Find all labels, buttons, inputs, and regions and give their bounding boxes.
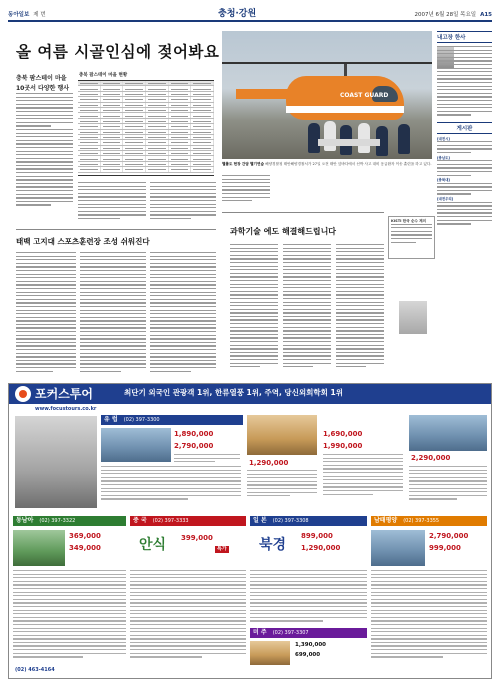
divider bbox=[222, 212, 384, 213]
article-body-col1 bbox=[16, 93, 73, 208]
story2-body-col3 bbox=[150, 252, 216, 374]
ad-tagline: 최단기 외국인 관광객 1위, 한류열풍 1위, 주역, 당신외회학회 1위 bbox=[124, 388, 343, 397]
ad-photo-sea bbox=[13, 530, 65, 566]
price-11: 1,290,000 bbox=[301, 544, 341, 552]
region-americas: 미 주 (02) 397-3307 bbox=[250, 628, 367, 638]
ad-text-sea bbox=[13, 570, 126, 660]
region-europe: 유 럽 (02) 397-3300 bbox=[101, 415, 243, 425]
ad-photo-europe bbox=[101, 428, 171, 462]
price-14: 1,390,000 bbox=[295, 642, 326, 648]
region-japan: 일 본 (02) 397-3308 bbox=[250, 516, 367, 526]
board-item-1: [대전시] bbox=[437, 136, 450, 141]
board-body-2 bbox=[437, 160, 492, 176]
ad-brand: 포커스투어 bbox=[35, 387, 93, 401]
board-body-3 bbox=[437, 183, 492, 195]
divider bbox=[16, 229, 216, 230]
photo-story-col1 bbox=[222, 175, 270, 204]
board-item-2: [충남도] bbox=[437, 155, 450, 160]
price-13: 999,000 bbox=[429, 544, 461, 552]
region-china: 중 국 (02) 397-3333 bbox=[130, 516, 246, 526]
ad-photo-person bbox=[15, 416, 97, 508]
science-headline: 과학기술 에도 해결해드립니다 bbox=[230, 227, 337, 236]
board-body-1 bbox=[437, 141, 492, 153]
science-sidebar-title: KISTI 한국 순수 제의 bbox=[391, 219, 427, 223]
price-4: 1,690,000 bbox=[323, 430, 363, 438]
board-body-4 bbox=[437, 202, 492, 225]
travel-advertisement bbox=[8, 383, 492, 679]
story2-headline: 태백 고지대 스포츠훈련장 조성 쉬워진다 bbox=[16, 237, 150, 246]
ad-logo-dot-icon bbox=[19, 390, 27, 398]
price-6: 2,290,000 bbox=[411, 454, 451, 462]
price-7: 369,000 bbox=[69, 532, 101, 540]
calligraphy-1: 안식 bbox=[139, 537, 167, 553]
board-item-3: [충북대] bbox=[437, 178, 450, 183]
story2-body-col1 bbox=[16, 252, 76, 374]
ad-text-3 bbox=[247, 470, 317, 499]
ad-photo-americas bbox=[250, 641, 290, 665]
science-body-col1 bbox=[230, 244, 278, 370]
ad-text-europe bbox=[174, 454, 240, 465]
article-body-col2 bbox=[78, 182, 146, 222]
paper-name: 동아일보 제 번 bbox=[8, 12, 46, 18]
ad-banner bbox=[9, 384, 491, 404]
article-subhead-2: 10곳서 다양한 행사 bbox=[16, 85, 70, 92]
column-heading-bottom: 게시판 bbox=[437, 122, 492, 134]
ad-text-china bbox=[130, 570, 246, 660]
photo-caption: 헬륨도 현장 간담 헬기연습 해양경찰청 태안해양경찰서가 27일 오전 태안 앞바다에서 선박 사고 대비 응급환자 이송 훈련을 하고 있다. bbox=[222, 162, 432, 166]
price-1: 1,890,000 bbox=[174, 430, 214, 438]
region-southeast-asia: 동남아 (02) 397-3322 bbox=[13, 516, 126, 526]
ad-text-pacific bbox=[371, 570, 487, 660]
column-heading-top: 내고장 한사 bbox=[437, 31, 492, 43]
photo-heli-text: COAST GUARD bbox=[340, 92, 389, 99]
masthead bbox=[8, 6, 492, 22]
science-body-col2 bbox=[283, 244, 331, 370]
ad-photo-5 bbox=[409, 415, 487, 451]
helicopter-photo bbox=[222, 31, 432, 159]
ad-text-japan bbox=[250, 570, 367, 624]
story2-body-col2 bbox=[80, 252, 146, 374]
price-12: 2,790,000 bbox=[429, 532, 469, 540]
ad-photo-2 bbox=[247, 415, 317, 455]
page-headline: 올 여름 시골인심에 젖어봐요 bbox=[16, 43, 220, 61]
price-15: 699,000 bbox=[295, 652, 321, 658]
column-body bbox=[437, 46, 492, 116]
board-item-4: [대전우리] bbox=[437, 197, 454, 202]
price-3: 1,290,000 bbox=[249, 459, 289, 467]
farmstay-table bbox=[78, 80, 214, 176]
price-10: 899,000 bbox=[301, 532, 333, 540]
ad-text-5 bbox=[409, 466, 487, 502]
article-subhead-1: 충북 팜스테이 마을 bbox=[16, 75, 67, 82]
science-author-photo bbox=[399, 301, 427, 334]
calligraphy-2: 북경 bbox=[259, 537, 287, 553]
article-body-col3 bbox=[150, 182, 216, 222]
right-column bbox=[437, 31, 492, 374]
ad-url: www.focustours.co.kr bbox=[35, 406, 97, 412]
price-8: 349,000 bbox=[69, 544, 101, 552]
table-title: 충북 팜스테이 마을 현황 bbox=[79, 73, 128, 78]
science-body-col3 bbox=[336, 244, 384, 370]
sale-stamp: 특가 bbox=[217, 546, 227, 552]
ad-footer-phone: (02) 463-4164 bbox=[15, 667, 55, 673]
region-south-pacific: 남태평양 (02) 397-3355 bbox=[371, 516, 487, 526]
ad-text-europe-2 bbox=[101, 466, 241, 502]
science-sidebar bbox=[388, 216, 435, 259]
ad-photo-pacific bbox=[371, 530, 425, 566]
price-2: 2,790,000 bbox=[174, 442, 214, 450]
price-5: 1,990,000 bbox=[323, 442, 363, 450]
section-title: 충청·강원 bbox=[218, 9, 257, 19]
date-page: 2007년 6월 28일 목요일 A15 bbox=[414, 12, 492, 18]
price-9: 399,000 bbox=[181, 534, 213, 542]
ad-text-4 bbox=[323, 454, 403, 497]
